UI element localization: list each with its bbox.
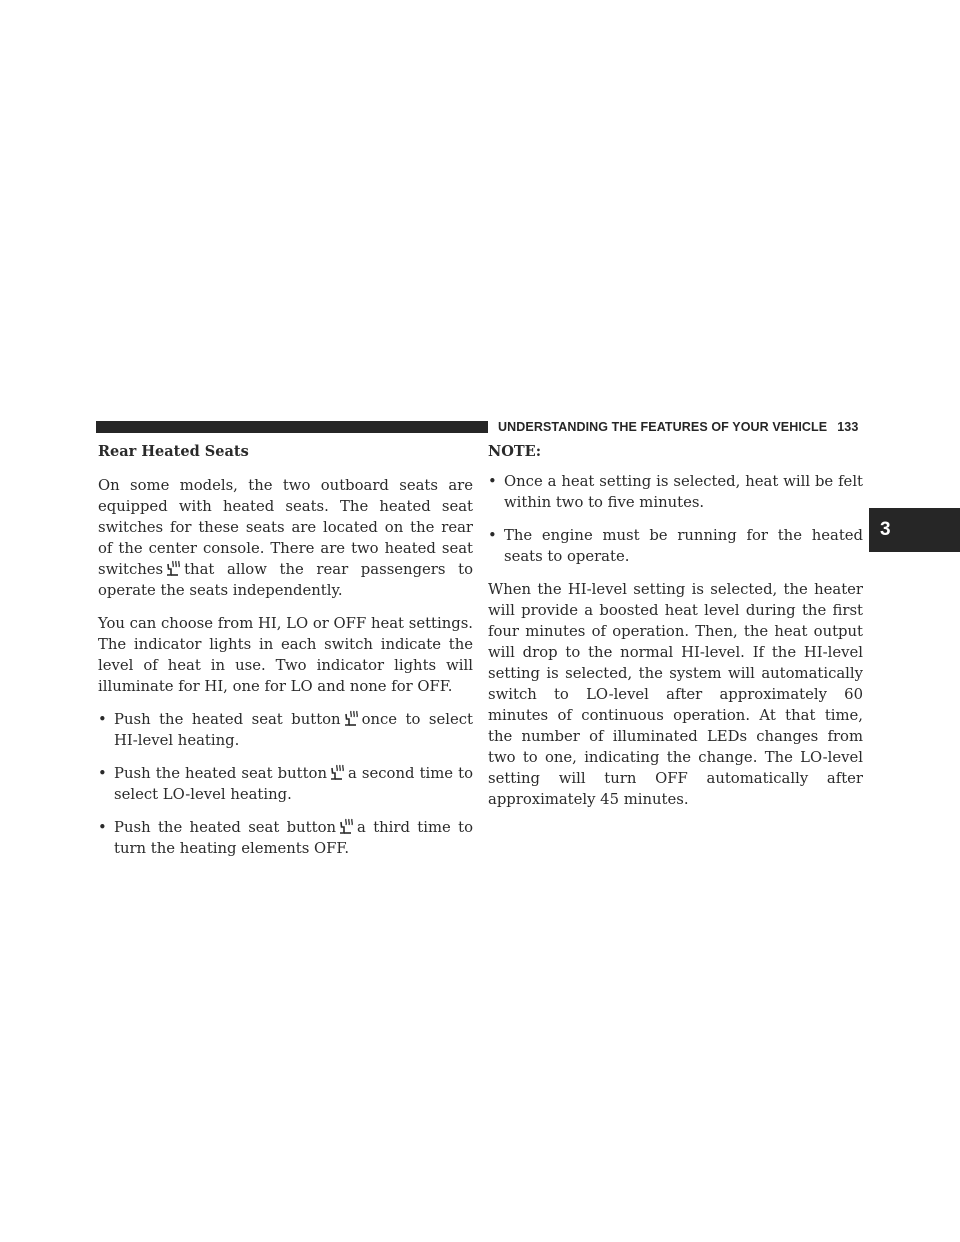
bullet-text-end: a second time to select LO-level heating.	[114, 765, 473, 803]
bullet-text-end: a third time to turn the heating elements OFF.	[114, 819, 473, 857]
bullet-mark: •	[488, 527, 497, 544]
right-column	[488, 441, 863, 822]
bullet-mark: •	[98, 711, 107, 728]
list-item	[98, 817, 473, 859]
bullet-text-start: Push the heated seat button	[114, 765, 327, 782]
bullet-text-start: Push the heated seat button	[114, 711, 341, 728]
bullet-text-start: Push the heated seat button	[114, 819, 337, 836]
section-heading: Rear Heated Seats	[98, 443, 249, 460]
running-header	[498, 420, 858, 434]
list-item	[488, 525, 863, 567]
bullet-mark: •	[98, 765, 107, 782]
header-rule	[96, 421, 488, 433]
note-bullet-text: Once a heat setting is selected, heat will be felt within two to five minutes.	[504, 473, 863, 511]
heated-seat-icon	[329, 764, 345, 780]
header-title: UNDERSTANDING THE FEATURES OF YOUR VEHICLE	[498, 420, 828, 434]
bullet-mark: •	[488, 473, 497, 490]
chapter-tab	[869, 508, 960, 552]
intro-text-end: that allow the rear passengers to operate the seats independently.	[98, 561, 473, 599]
intro-text-start: On some models, the two outboard seats are equipped with heated seats. The heated seat switches for these seats are located on the rear of the center console. There are two heated seat switches	[98, 477, 473, 578]
paragraph-hi-level: When the HI-level setting is selected, the heater will provide a boosted heat level during the first four minutes of operation. Then, the heat output will drop to the normal HI-level. If the HI-level setting is selected, the system will automatically switch to LO-level after approximately 60 minutes of continuous operation. At that time, the number of illuminated LEDs changes from two to one, indicating the change. The LO-level setting will turn OFF automatically after approximately 45 minutes.	[488, 581, 863, 808]
left-column	[98, 441, 473, 871]
list-item	[98, 763, 473, 805]
page-number: 133	[837, 420, 859, 434]
note-bullet-text: The engine must be running for the heated seats to operate.	[504, 527, 863, 565]
bullet-text-end: once to select HI-level heating.	[114, 711, 473, 749]
paragraph-settings: You can choose from HI, LO or OFF heat settings. The indicator lights in each switch indicate the level of heat in use. Two indicator lights will illuminate for HI, one for LO and none for OFF.	[98, 615, 473, 695]
heated-seat-icon	[338, 818, 354, 834]
note-heading: NOTE:	[488, 443, 542, 460]
heated-seat-icon	[343, 710, 359, 726]
list-item	[488, 471, 863, 513]
list-item	[98, 709, 473, 751]
bullet-mark: •	[98, 819, 107, 836]
chapter-number: 3	[880, 519, 891, 540]
heated-seat-icon	[165, 560, 181, 576]
paragraph-intro	[98, 475, 473, 601]
